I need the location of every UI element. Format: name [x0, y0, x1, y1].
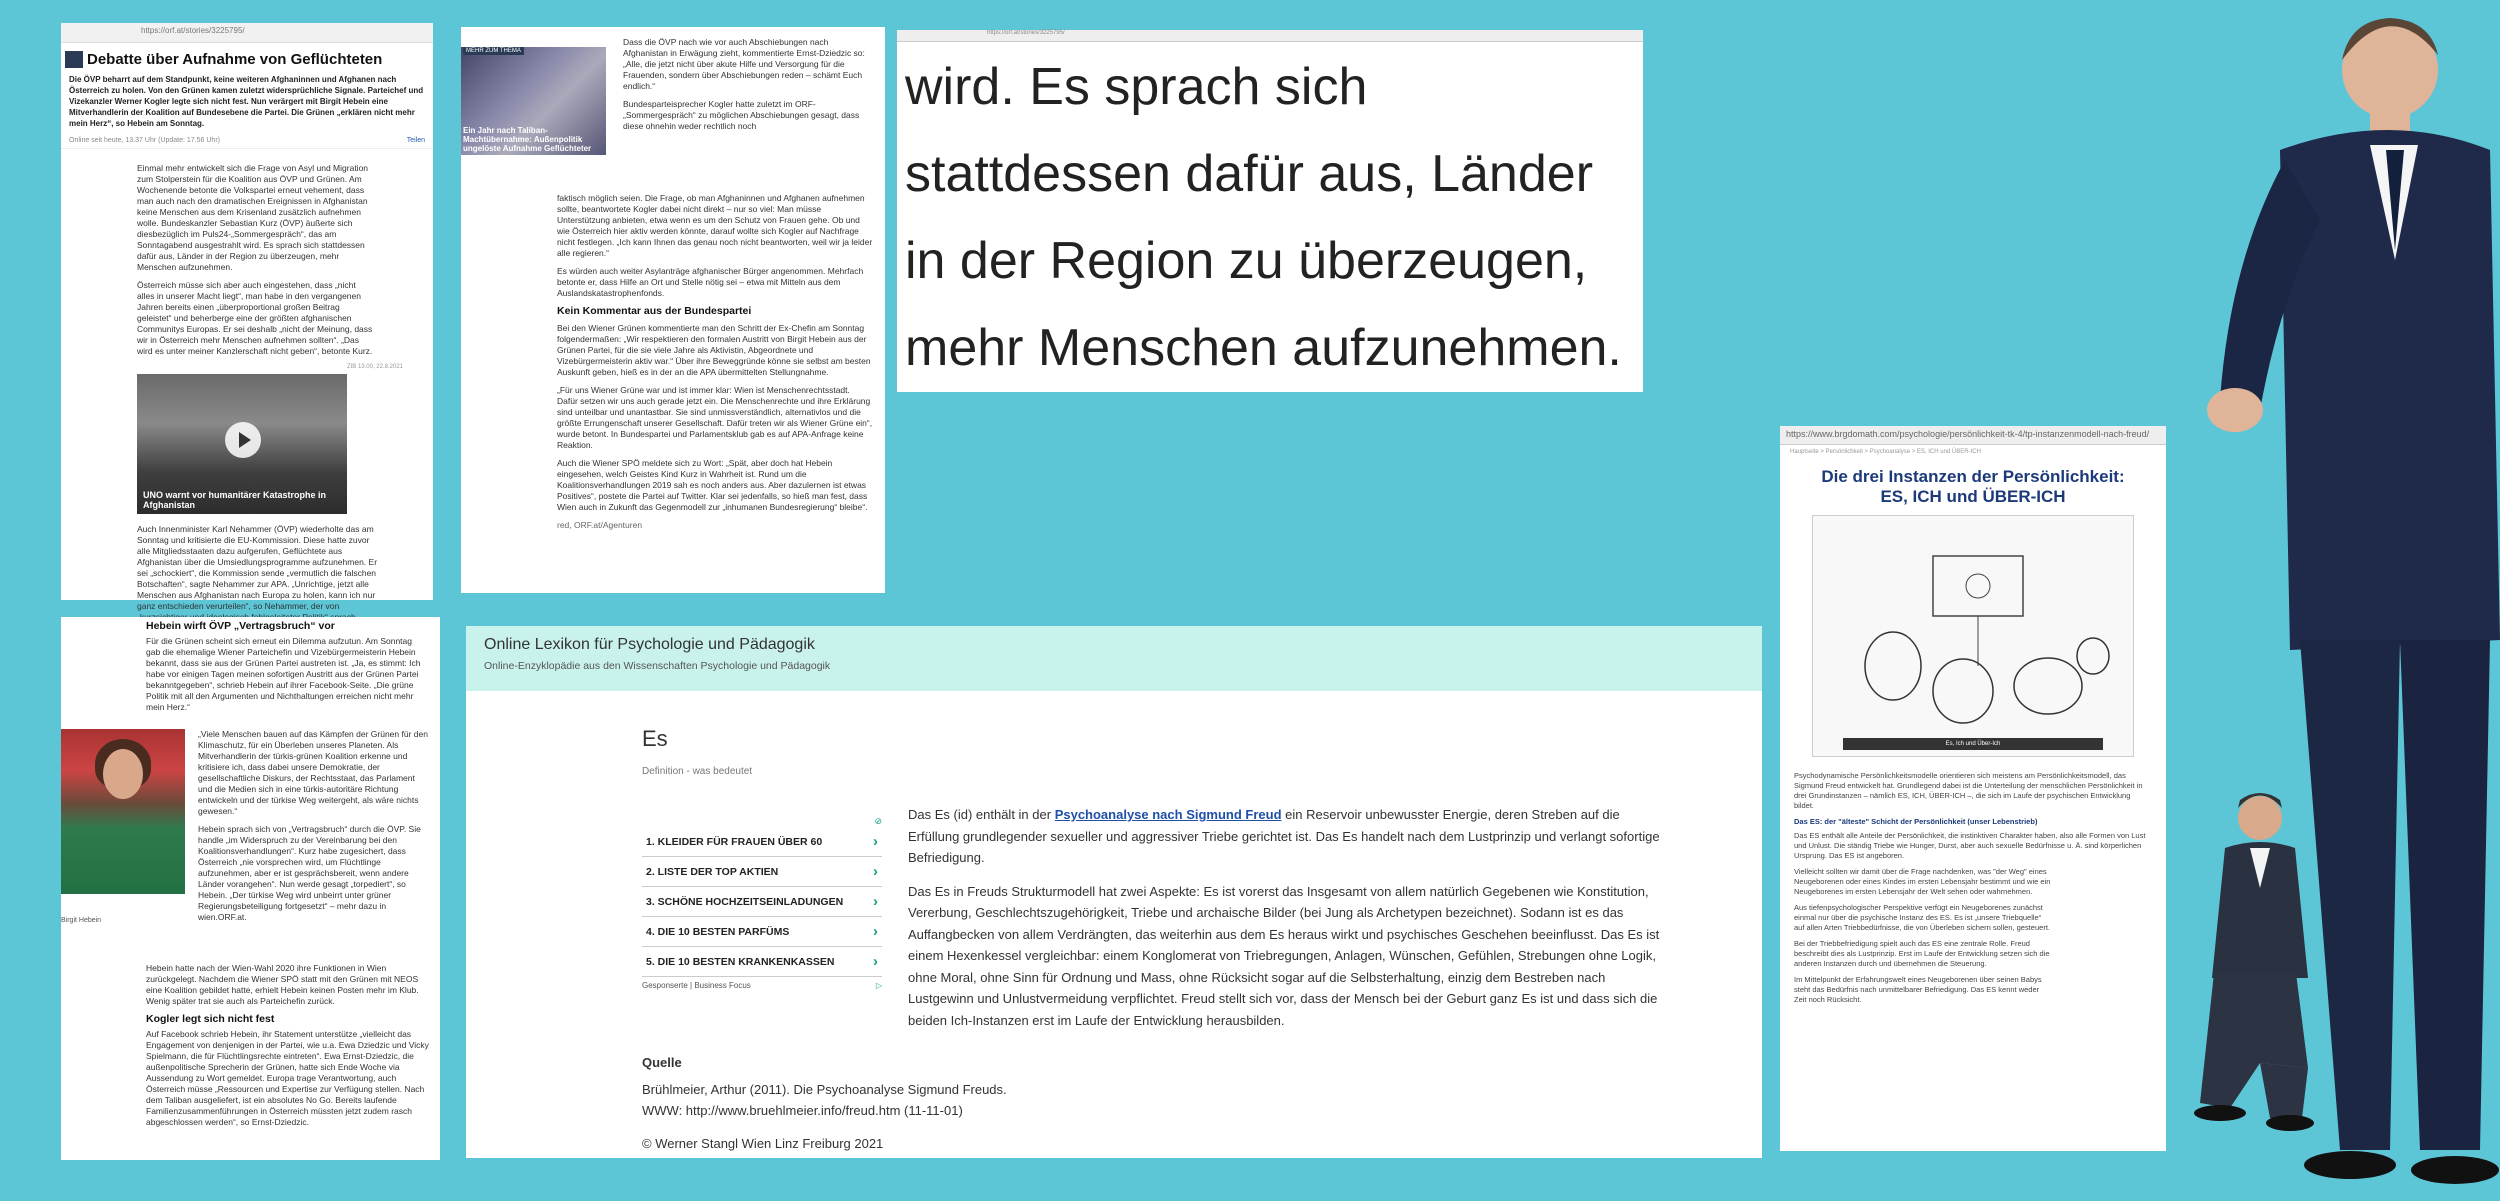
- source-citation: Brühlmeier, Arthur (2011). Die Psychoanalyse Sigmund Freuds.: [642, 1082, 1007, 1097]
- paragraph: Für die Grünen scheint sich erneut ein Dilemma aufzutun. Am Sonntag gab die ehemalige Wiener Parteichefin und Vizebürgermeisterin Hebein bekannt, dass sie aus der Grünen Partei austreten ist. „Ja, es stimmt: Ich habe vor einigen Tagen meinen sofortigen Austritt aus der Grünen Partei bekanntgegeben“, schrieb Hebein auf ihrer Facebook-Seite. „Die grüne Politik mit all den Argumenten und Nichthaltungen erreichen nicht mehr mein Herz.“: [146, 636, 421, 712]
- related-label: MEHR ZUM THEMA: [463, 47, 524, 55]
- video-caption: UNO warnt vor humanitärer Katastrophe in Afghanistan: [143, 490, 327, 510]
- chevron-right-icon: ›: [873, 863, 878, 880]
- paragraph: faktisch möglich seien. Die Frage, ob man Afghaninnen und Afghanen aufnehmen sollte, beantwortete Kogler dabei nicht direkt – nur so viel: Man müsse Unterstützung anbieten, etwa wenn es um den Schutz von Frauen gehe. Ob und wie Österreich hier aktiv werden könnte, darauf wollte sich Kogler auf Nachfrage nicht festlegen. „Ich kann Ihnen das genau noch nicht beantworten, weil wir ja leider alle regieren.“: [557, 193, 873, 258]
- cartoon-drawing: [1813, 516, 2133, 756]
- standing-man-cutout: [2190, 0, 2500, 1201]
- orf-article-screenshot: [61, 23, 433, 611]
- ad-link[interactable]: [642, 947, 882, 977]
- publish-date: Online seit heute, 13.37 Uhr (Update: 17.56 Uhr): [69, 137, 220, 144]
- play-icon[interactable]: [225, 422, 261, 458]
- cartoon-caption: Es, Ich und Über-Ich: [1843, 738, 2103, 750]
- site-tagline: Online-Enzyklopädie aus den Wissenschaften Psychologie und Pädagogik: [484, 660, 831, 672]
- freud-link[interactable]: Psychoanalyse nach Sigmund Freud: [1054, 807, 1282, 822]
- paragraph: Im Mittelpunkt der Erfahrungswelt eines Neugeborenen über seinen Babys steht das Bedürfnis nach unmittelbarer Befriedigung. Das ES kennt weder Zeit noch Rücksicht.: [1794, 975, 2042, 1004]
- ad-label: 1. KLEIDER FÜR FRAUEN ÜBER 60: [646, 835, 823, 848]
- breadcrumb[interactable]: Hauptseite > Persönlichkeit > Psychoanalyse > ES, ICH und ÜBER-ICH: [1790, 449, 1981, 455]
- chevron-right-icon: ›: [873, 953, 878, 970]
- page-title: [1780, 467, 2166, 507]
- ad-link[interactable]: [642, 887, 882, 917]
- section-heading: Kogler legt sich nicht fest: [146, 1013, 275, 1025]
- address-bar[interactable]: https://orf.at/stories/3225795/: [61, 23, 433, 43]
- paragraph: Bei den Wiener Grünen kommentierte man den Schritt der Ex-Chefin am Sonntag folgendermaßen: „Wir respektieren den formalen Austritt von Birgit Hebein aus der Grünen Partei, für die sie viele Jahre als Aktivistin, Abgeordnete und Vizebürgermeisterin aktiv war.“ Über ihre Beweggründe könne sie selbst am besten Auskunft geben, hieß es in der an die APA übermittelten Stellungnahme.: [557, 323, 871, 377]
- article-column: [198, 729, 430, 930]
- ad-choices-icon[interactable]: ⊘: [874, 816, 882, 826]
- quote-line: stattdessen dafür aus, Länder: [905, 145, 1594, 203]
- subheading: Das ES: der "älteste" Schicht der Persönlichkeit (unser Lebenstrieb): [1794, 817, 2038, 826]
- instanzen-page: [1780, 426, 2166, 1151]
- article-intro: [146, 621, 426, 720]
- related-caption: Ein Jahr nach Taliban-Machtübernahme: Außenpolitik ungelöste Aufnahme Geflüchteter: [463, 126, 592, 153]
- paragraph: Bundesparteisprecher Kogler hatte zuletzt im ORF-„Sommergespräch“ zu möglichen Abschiebungen gesagt, dass diese ohnehin weder rechtlich noch: [623, 99, 860, 131]
- ad-label: 4. DIE 10 BESTEN PARFÜMS: [646, 925, 790, 938]
- paragraph: Auf Facebook schrieb Hebein, ihr Statement unterstütze „vielleicht das Engagement von denjenigen in der Partei, wie u.a. Ewa Dziedzic und Vicky Spielmann, die für Flüchtlingsrechte eintreten“. Ewa Ernst-Dziedzic, die außenpolitische Sprecherin der Grünen, hatte sich Ende Woche via Aussendung zu Wort gemeldet. Europa trage Verantwortung, auch Österreich müsse „Ressourcen und Expertise zur Verfügung stellen. Nach dem Taliban ausgeliefert, ist ein absolutes No Go. Bereits laufende Familienzusammenführungen in Österreich müssten jetzt zudem rasch abgeschlossen werden“, so Ernst-Dziedzic.: [146, 1029, 429, 1127]
- zoomed-quote: [897, 42, 1643, 392]
- paragraph: Psychodynamische Persönlichkeitsmodelle orientieren sich meistens am Persönlichkeitsmodell, das Sigmund Freud entwickelt hat. Grundlegend dabei ist die Unterteilung der menschlichen Persönlichkeit in drei Grundinstanzen – nämlich ES, ICH, ÜBER-ICH –, die sich im Laufe der psychischen Entwicklung bildet.: [1794, 771, 2143, 810]
- section-heading: Hebein wirft ÖVP „Vertragsbruch“ vor: [146, 620, 335, 632]
- paragraph: Es würden auch weiter Asylanträge afghanischer Bürger angenommen. Mehrfach betonte er, dass Hilfe an Ort und Stelle nötig sei – etwa mit Mitteln aus dem Auslandskatastrophenfonds.: [557, 266, 864, 298]
- photo-face: [103, 749, 143, 799]
- photo-credit: Birgit Hebein: [61, 917, 102, 924]
- zoomed-quote-screenshot: [897, 30, 1643, 392]
- article-column: [623, 37, 873, 139]
- article-column: [557, 193, 873, 538]
- article-body: [61, 149, 433, 357]
- article-body: [1780, 757, 2166, 1005]
- quote-line: in der Region zu überzeugen,: [905, 232, 1588, 290]
- hebein-photo: [61, 729, 185, 894]
- orf-article-continued: [461, 27, 885, 593]
- ad-link[interactable]: [642, 857, 882, 887]
- ad-footer-text: Gesponserte | Business Focus: [642, 981, 751, 990]
- sponsored-links: [642, 816, 882, 990]
- ad-label: 2. LISTE DER TOP AKTIEN: [646, 865, 779, 878]
- source-section: [642, 1052, 1007, 1154]
- paragraph: Auch Innenminister Karl Nehammer (ÖVP) wiederholte das am Sonntag und kritisierte die EU-Kommission. Diese hatte zuvor alle Mitgliedsstaaten dazu aufgerufen, Geflüchtete aus Afghanistan über die Umsiedlungsprogramme aufzunehmen. Er sei „schockiert“, die Kommission sende „vermutlich die falschen Botschaften“, sagte Nehammer zur APA. „Unrichtige, jetzt alle Menschen aus Afghanistan nach Europa zu holen, kann ich nur ganz entschieden verurteilen“, so Nehammer, der von: [137, 524, 378, 611]
- paragraph: Das ES enthält alle Anteile der Persönlichkeit, die instinktiven Charakter haben, also alle Formen von Lust und Unlust. Die ständig Triebe wie Hunger, Durst, aber auch sexuelle Bedürfnisse u. Ä. sind körperlichen Ursprung. Das ES ist angeboren.: [1794, 831, 2146, 860]
- paragraph: [908, 804, 1668, 869]
- lexikon-page: [466, 626, 1762, 1158]
- site-title[interactable]: Online Lexikon für Psychologie und Pädagogik: [484, 636, 815, 653]
- video-credit: ZIB 13.00, 22.8.2021: [346, 364, 403, 370]
- paragraph: Vielleicht sollten wir damit über die Frage nachdenken, was "der Weg" eines Neugeborenen oder eines Kindes im ersten Lebensjahr bestimmt und wie ein Neugeborenes im ersten Lebensjahr der Welt sehen oder wahrnehmen.: [1794, 867, 2051, 896]
- section-heading: Kein Kommentar aus der Bundespartei: [557, 305, 752, 317]
- play-icon[interactable]: ▷: [875, 981, 882, 990]
- text: ein Reservoir unbewusster Energie, deren Streben auf die Erfüllung grundlegender sexueller und aggressiver Triebe gerichtet ist. Das Es handelt nach dem Lustprinzip und verlangt sofortige Befriedigung.: [908, 807, 1660, 865]
- cartoon-image: [1812, 515, 2134, 757]
- copyright: © Werner Stangl Wien Linz Freiburg 2021: [642, 1136, 884, 1151]
- paragraph: Einmal mehr entwickelt sich die Frage von Asyl und Migration zum Stolperstein für die Koalition aus ÖVP und Grünen. Am Wochenende betonte die Volkspartei erneut vehement, dass man auch nach den dramatischen Ereignissen in Afghanistan keine Menschen aus dem Krisenland zusätzlich aufnehmen wolle. Bundeskanzler Sebastian Kurz (ÖVP) äußerte sich diesbezüglich im Puls24-„Sommergespräch“, das am Sonntagabend ausgestrahlt wird. Es sprach sich stattdessen dafür aus, Länder in der Region zu überzeugen, mehr Menschen aufzunehmen.: [137, 163, 369, 272]
- hebein-article-screenshot: [61, 617, 440, 1160]
- address-bar[interactable]: https://www.brgdomath.com/psychologie/persönlichkeit-tk-4/tp-instanzenmodell-nach-freud/: [1780, 426, 2166, 445]
- site-header: [466, 626, 1762, 691]
- article-meta: [61, 129, 433, 149]
- paragraph: Hebein sprach sich von „Vertragsbruch“ durch die ÖVP. Sie handle „im Widerspruch zu der Vereinbarung bei den Koalitionsverhandlungen“. Kurz habe zugesichert, dass Österreich „nie vorsprechen wird, um Flüchtlinge aufzunehmen, aber er ist gesprächsbereit, wenn andere Länder vorangehen“. Nun werde gesagt „torpediert“, so Hebein. „Der türkise Weg wird unbeirrt unter grüner Regierungsbeteiligung fortgesetzt“ – mehr dazu in wien.ORF.at.: [198, 824, 421, 922]
- ad-link[interactable]: [642, 917, 882, 947]
- browser-chrome[interactable]: https://orf.at/stories/3225795/: [897, 30, 1643, 42]
- title-line: Die drei Instanzen der Persönlichkeit:: [1821, 467, 2125, 486]
- video-player[interactable]: [137, 374, 347, 514]
- ad-label: 5. DIE 10 BESTEN KRANKENKASSEN: [646, 955, 835, 968]
- title-line: ES, ICH und ÜBER-ICH: [1880, 487, 2066, 506]
- text: Das Es (id) enthält in der: [908, 807, 1055, 822]
- article-title: Debatte über Aufnahme von Geflüchteten: [65, 51, 429, 68]
- chevron-right-icon: ›: [873, 893, 878, 910]
- paragraph: Das Es in Freuds Strukturmodell hat zwei Aspekte: Es ist vorerst das Insgesamt von allem natürlich Gegebenen wie Konstitution, Vererbung, Geschlechtszugehörigkeit, Triebe und archaische Bilder (bei Jung als Archetypen bezeichnet). Sodann ist es das Auffangbecken von allem Verdrängten, das weiterhin aus dem Es heraus wirkt und psychisches Geschehen beeinflusst. Das Es ist einem Hexenkessel vergleichbar: einem Konglomerat von Triebregungen, Anlagen, Wünschen, Gefühlen, Strebungen ohne Logik, ohne Moral, ohne Sinn für Ordnung und Mass, ohne Rücksicht sogar auf die Selbsterhaltung, einzig dem Bestreben nach Lustgewinn und Unlustvermeidung verpflichtet. Freud stellt sich vor, dass der Mensch bei der Geburt ganz Es ist und dass sich die beiden Ich-Instanzen erst im Laufe der Entwicklung herausbilden.: [908, 883, 1660, 1028]
- term-title: Es: [642, 726, 668, 751]
- article-column: [146, 963, 430, 1135]
- chevron-right-icon: ›: [873, 923, 878, 940]
- paragraph: Dass die ÖVP nach wie vor auch Abschiebungen nach Afghanistan in Erwägung zieht, kommentierte Ernst-Dziedzic so: „Alle, die jetzt nicht über akute Hilfe und Versorgung für die Frauenden, sondern über Abschiebungen reden – schämt Euch endlich.“: [623, 37, 865, 91]
- share-link[interactable]: Teilen: [406, 137, 425, 144]
- ad-footer: [642, 981, 882, 990]
- paragraph: Aus tiefenpsychologischer Perspektive verfügt ein Neugeborenes zunächst einmal nur über die psychische Instanz des ES. Es ist „unsere Triebquelle“ auf allen Arten Triebbedürfnisse, die von Überleben sichern sollen, gesteuert.: [1794, 903, 2050, 932]
- chevron-right-icon: ›: [873, 833, 878, 850]
- quote-line: wird. Es sprach sich: [905, 58, 1368, 116]
- definition-text: [908, 804, 1668, 1031]
- paragraph: Auch die Wiener SPÖ meldete sich zu Wort: „Spät, aber doch hat Hebein eingesehen, welch Geistes Kind Kurz in Wahrheit ist. Rund um die Koalitionsverhandlungen 2019 sah es noch anders aus. Aber dazulernen ist etwas Positives“, postete die Partei auf Twitter. Klar sei jedenfalls, so hieß man fest, dass Wien auch in Zukunft das Gegenmodell zur „inhumanen Bundesregierung“ bleibe“.: [557, 458, 868, 512]
- source-heading: Quelle: [642, 1055, 682, 1070]
- source-url[interactable]: WWW: http://www.bruehlmeier.info/freud.htm (11-11-01): [642, 1103, 963, 1118]
- paragraph: „Für uns Wiener Grüne war und ist immer klar: Wien ist Menschenrechtsstadt. Dafür setzen wir uns auch gerade jetzt ein. Die Menschenrechte und ihre Erklärung sind unteilbar und unantastbar. Sie sind unmissverständlich, alternativlos und die größte Errungenschaft unserer Gesellschaft. Dafür treten wir als Wiener Grüne ein“, wurde betont. In Bundespartei und Parlamentsklub gab es auf APA-Anfrage keine Reaktion.: [557, 385, 873, 450]
- paragraph: Bei der Triebbefriedigung spielt auch das ES eine zentrale Rolle. Freud beschreibt dies als Lustprinzip. Erst im Laufe der Entwicklung setzen sich die anderen Instanzen durch und übernehmen die Steuerung.: [1794, 939, 2050, 968]
- paragraph: Österreich müsse sich aber auch eingestehen, dass „nicht alles in unserer Macht liegt“, man habe in den vergangenen Jahren bereits einen „überproportional großen Beitrag geleistet“ und beherberge eine der größten afghanischen Communitys Europas. Er sei deshalb „nicht der Meinung, dass wir in Österreich mehr Menschen aufnehmen sollten“. „Das wird es unter meiner Kanzlerschaft nicht geben“, betonte Kurz.: [137, 280, 373, 356]
- article-lead: Die ÖVP beharrt auf dem Standpunkt, keine weiteren Afghaninnen und Afghanen nach Österreich zu holen. Von den Grünen kamen zuletzt widersprüchliche Signale. Parteichef und Vizekanzler Werner Kogler legte sich nicht fest. Nun verärgert mit Birgit Hebein eine Mitverhandlerin der Koalition auf Bundesebene die Partei. Die Grünen „erklären nicht mehr mein Herz“, so Hebein am Sonntag.: [69, 75, 424, 128]
- paragraph: „Viele Menschen bauen auf das Kämpfen der Grünen für den Klimaschutz, für ein Überleben unseres Planeten. Als Mitverhandlerin der türkis-grünen Koalition erkenne und kritisiere ich, dass dabei unsere Demokratie, der gesellschaftliche Diskurs, der Rechtsstaat, das Parlament und die Medien sich in eine türkis-autoritäre Richtung entwickeln und der türkise Weg weitergeht, als wäre nichts gewesen.“: [198, 729, 428, 816]
- paragraph: Hebein hatte nach der Wien-Wahl 2020 ihre Funktionen in Wien zurückgelegt. Nachdem die Wiener SPÖ statt mit den Grünen mit NEOS eine Koalition gebildet hatte, erhielt Hebein keinen Posten mehr im Klub. Wenig später trat sie auch als Parteichefin zurück.: [146, 963, 419, 1006]
- source-line: red, ORF.at/Agenturen: [557, 520, 643, 530]
- definition-label: Definition - was bedeutet: [642, 766, 753, 777]
- ad-link[interactable]: [642, 827, 882, 857]
- related-article-thumbnail[interactable]: [461, 47, 606, 155]
- ad-label: 3. SCHÖNE HOCHZEITSEINLADUNGEN: [646, 895, 844, 908]
- quote-line: mehr Menschen aufzunehmen.: [905, 319, 1622, 377]
